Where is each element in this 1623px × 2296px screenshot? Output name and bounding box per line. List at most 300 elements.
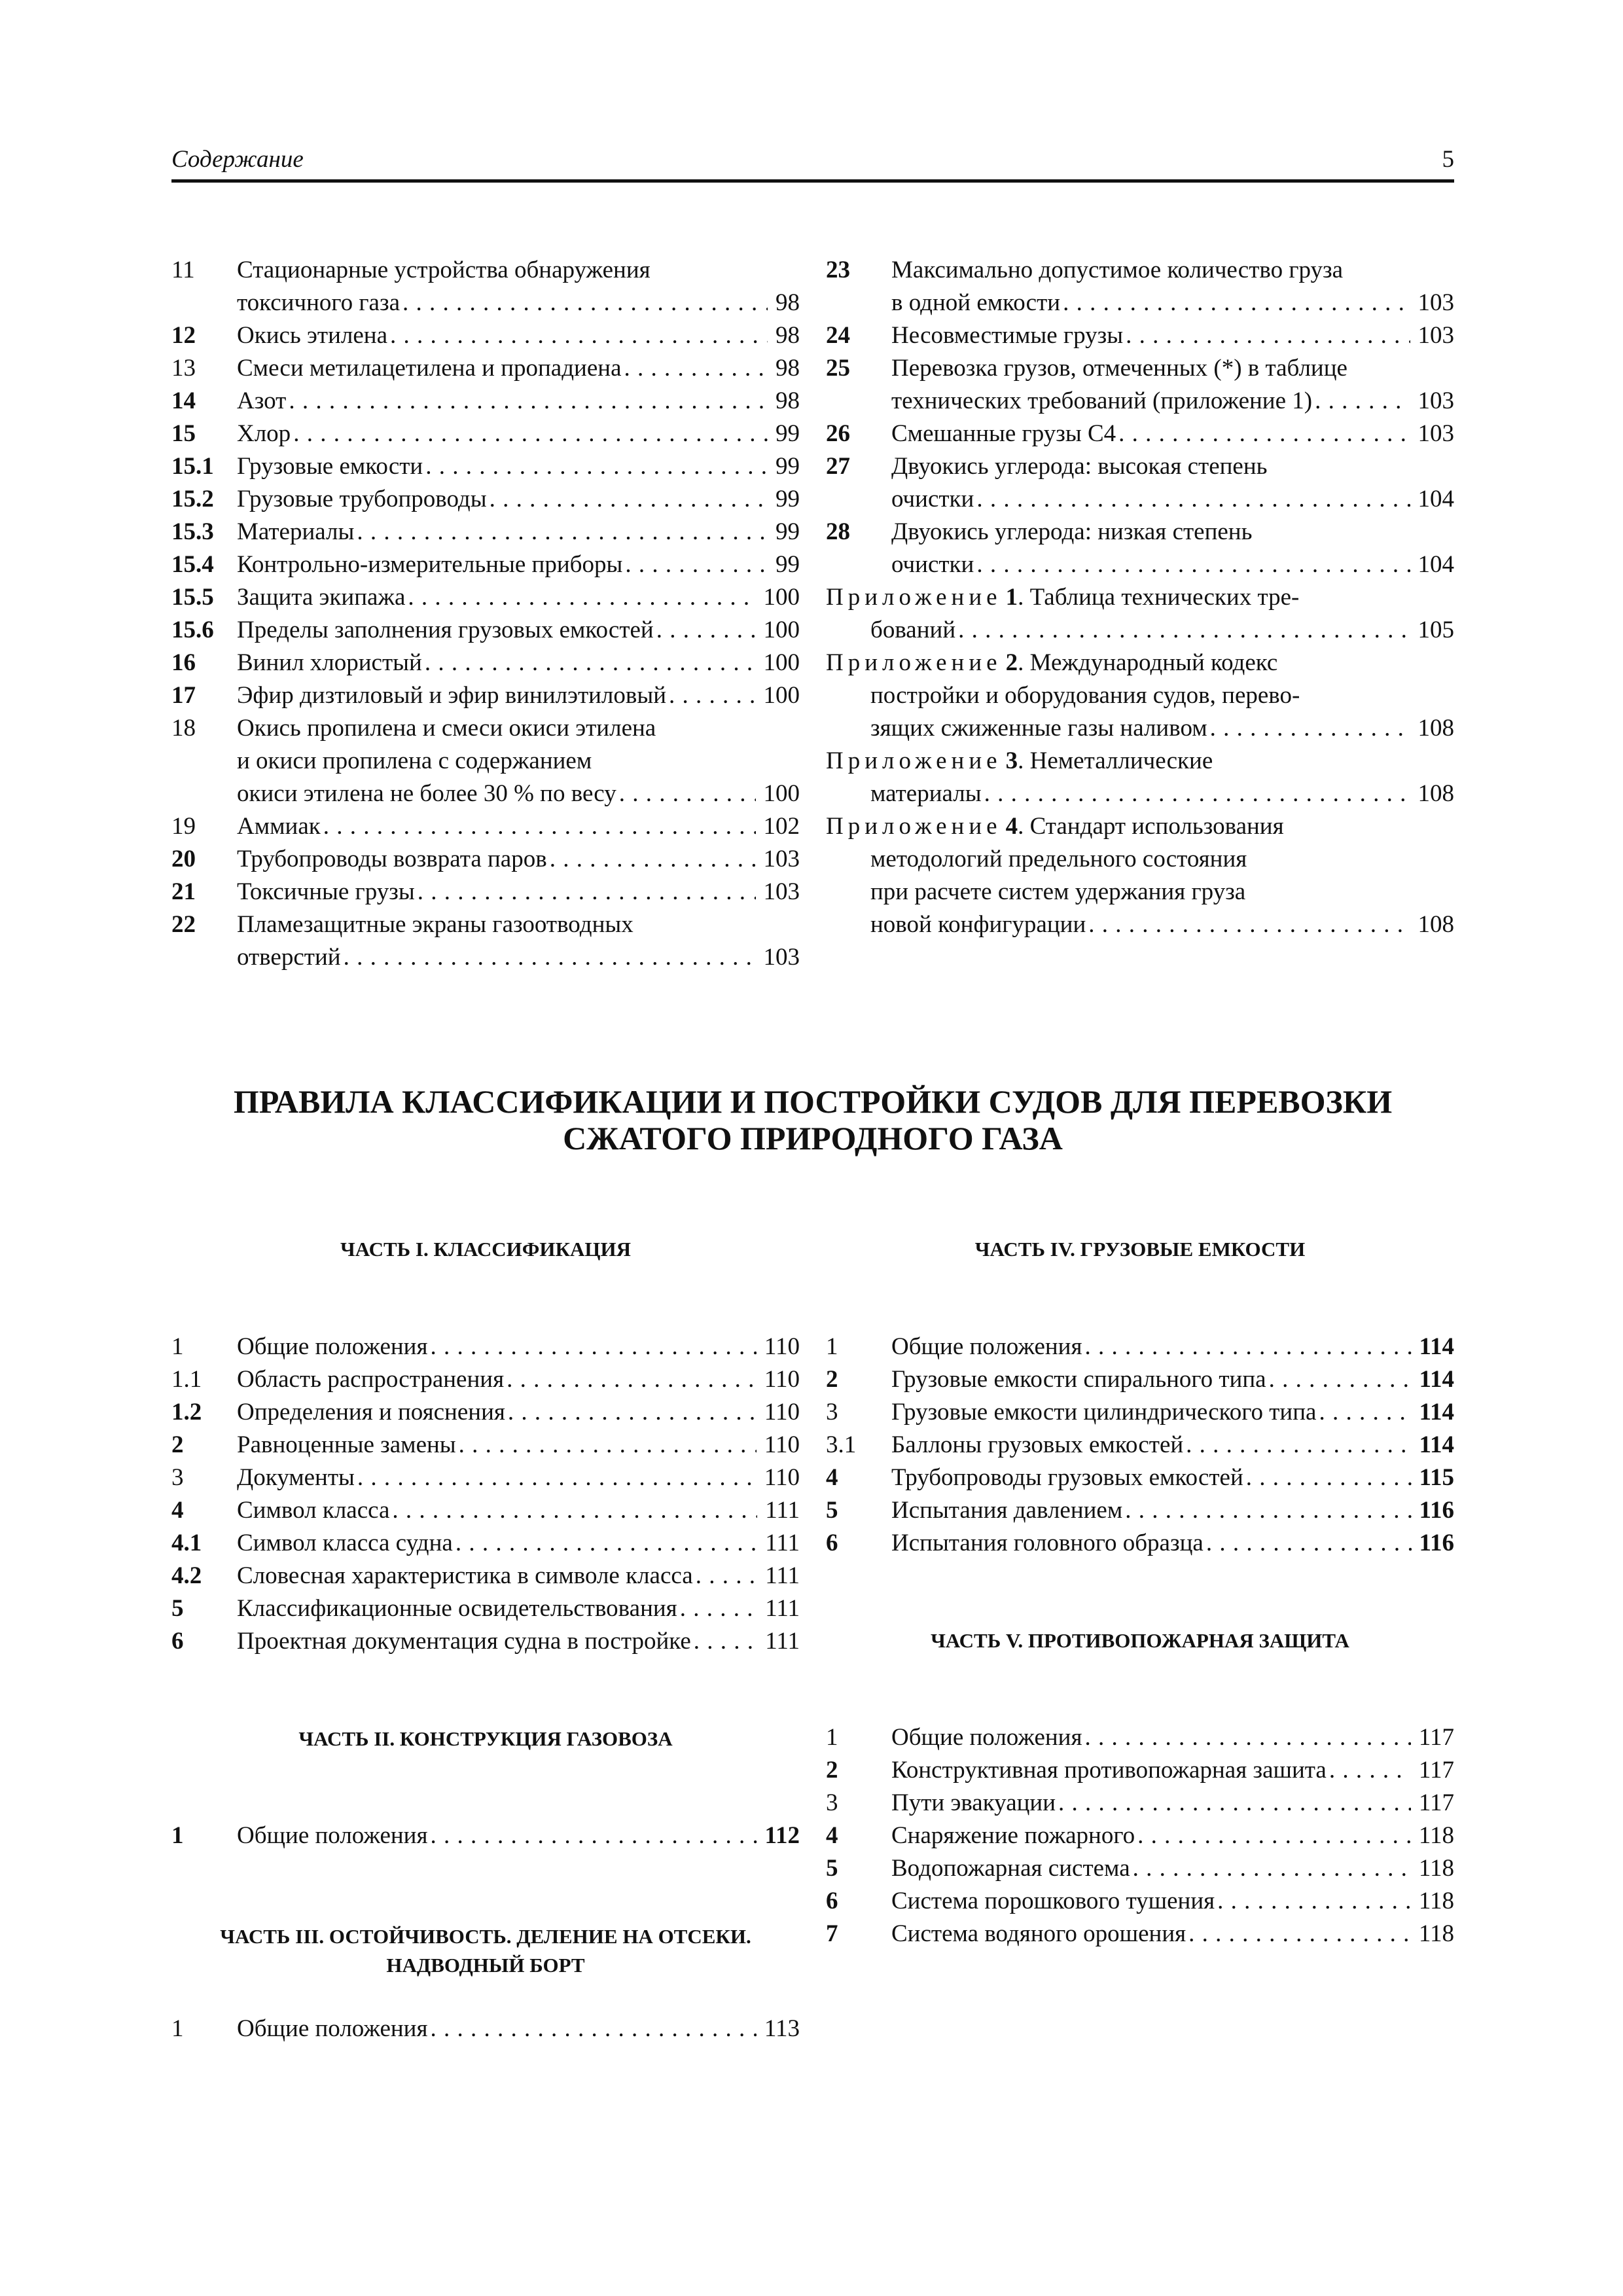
entry-title: Испытания головного образца [891, 1530, 1204, 1556]
entry-number: 11 [171, 257, 195, 283]
entry-page-number: 99 [776, 518, 800, 545]
dot-leader [625, 548, 768, 581]
dot-leader [976, 483, 1410, 516]
running-title: Содержание [171, 146, 304, 173]
entry-title: Контрольно-измерительные приборы [237, 551, 623, 578]
running-header [171, 145, 1454, 182]
entry-number: 7 [826, 1920, 838, 1947]
dot-leader [624, 352, 768, 385]
toc-entry[interactable] [826, 1721, 1454, 1754]
entry-title-line: Стационарные устройства обнаружения [237, 257, 651, 283]
entry-title: Система водяного орошения [891, 1920, 1186, 1947]
toc-entry[interactable] [826, 1852, 1454, 1885]
toc-entry[interactable] [826, 254, 1454, 319]
dot-leader [390, 319, 768, 352]
entry-number: 15.4 [171, 551, 214, 578]
toc-entry[interactable] [171, 614, 800, 647]
toc-entry[interactable] [171, 418, 800, 450]
toc-entry[interactable] [171, 254, 800, 319]
entry-title: Словесная характеристика в символе класса [237, 1562, 693, 1589]
toc-entry[interactable] [171, 712, 800, 810]
entry-number: 2 [171, 1431, 184, 1458]
dot-leader [1188, 1918, 1411, 1950]
entry-number: 6 [171, 1628, 184, 1655]
entry-number: 5 [826, 1855, 838, 1882]
entry-title: Определения и пояснения [237, 1399, 505, 1426]
dot-leader [1210, 712, 1410, 745]
entry-title: Испытания давлением [891, 1497, 1123, 1524]
entry-title-line: Максимально допустимое количество груза [891, 257, 1344, 283]
dot-leader [293, 418, 768, 450]
toc-entry[interactable] [826, 352, 1454, 418]
entry-page-number: 102 [763, 813, 800, 840]
dot-leader [976, 548, 1410, 581]
entry-title-line: Окись пропилена и смеси окиси этилена [237, 715, 656, 742]
entry-number: 12 [171, 322, 196, 349]
entry-title: Документы [237, 1464, 355, 1491]
entry-page-number: 100 [763, 584, 800, 611]
main-title-line-2: СЖАТОГО ПРИРОДНОГО ГАЗА [563, 1120, 1063, 1157]
entry-title: Символ класса судна [237, 1530, 453, 1556]
toc-entry[interactable] [826, 516, 1454, 581]
dot-leader [680, 1592, 758, 1625]
entry-page-number: 100 [763, 780, 800, 807]
entry-number: 6 [826, 1530, 838, 1556]
toc-entry[interactable] [171, 679, 800, 712]
entry-page-number: 103 [1418, 289, 1454, 316]
entry-number: 19 [171, 813, 196, 840]
dot-leader [1084, 1721, 1410, 1754]
toc-entry[interactable] [171, 908, 800, 974]
toc-column-right [826, 254, 1454, 941]
entry-title: Трубопроводы грузовых емкостей [891, 1464, 1243, 1491]
toc-entry[interactable] [826, 1754, 1454, 1787]
entry-page-number: 103 [1418, 322, 1454, 349]
entry-title: Токсичные грузы [237, 878, 415, 905]
entry-title: Трубопроводы возврата паров [237, 846, 547, 872]
appendix-label: Приложение [826, 747, 1002, 774]
entry-title: Общие положения [237, 2015, 428, 2042]
entry-title: Пути эвакуации [891, 1789, 1056, 1816]
entry-page-number: 116 [1419, 1497, 1454, 1524]
header-rule [171, 179, 1454, 183]
part5-title: ЧАСТЬ V. ПРОТИВОПОЖАРНАЯ ЗАЩИТА [931, 1629, 1349, 1652]
entry-title: Классификационные освидетельствования [237, 1595, 677, 1622]
dot-leader [1084, 1331, 1411, 1363]
entry-title: в одной емкости [891, 289, 1061, 316]
toc-entry[interactable] [171, 1625, 800, 1658]
toc-entry[interactable] [826, 1918, 1454, 1950]
entry-number: 25 [826, 355, 850, 382]
entry-number: 27 [826, 453, 850, 480]
entry-title: Окись этилена [237, 322, 388, 349]
entry-page-number: 116 [1419, 1530, 1454, 1556]
dot-leader [289, 385, 768, 418]
entry-title: новой конфигурации [870, 911, 1086, 938]
entry-title: очистки [891, 551, 974, 578]
entry-page-number: 117 [1418, 1757, 1454, 1784]
entry-number: 4.1 [171, 1530, 202, 1556]
entry-title: Баллоны грузовых емкостей [891, 1431, 1184, 1458]
toc-entry[interactable] [171, 1592, 800, 1625]
entry-page-number: 108 [1418, 911, 1454, 938]
entry-page-number: 98 [776, 355, 800, 382]
toc-entry[interactable] [826, 1885, 1454, 1918]
entry-title: окиси этилена не более 30 % по весу [237, 780, 616, 807]
entry-number: 13 [171, 355, 196, 382]
entry-title: Грузовые трубопроводы [237, 486, 487, 512]
entry-page-number: 104 [1418, 486, 1454, 512]
entry-page-number: 117 [1418, 1789, 1454, 1816]
entry-title: Символ класса [237, 1497, 390, 1524]
dot-leader [425, 647, 756, 679]
entry-page-number: 111 [765, 1497, 800, 1524]
entry-title: Система порошкового тушения [891, 1888, 1215, 1914]
part1-title: ЧАСТЬ I. КЛАССИФИКАЦИЯ [340, 1238, 631, 1261]
dot-leader [1133, 1852, 1411, 1885]
appendix-entry[interactable] [826, 581, 1454, 647]
part3-title [171, 1922, 800, 1980]
entry-title: Проектная документация судна в постройке [237, 1628, 691, 1655]
entry-title-line: Двуокись углерода: низкая степень [891, 518, 1253, 545]
toc-entry[interactable] [171, 352, 800, 385]
entry-title: Смеси метилацетилена и пропадиена [237, 355, 622, 382]
entry-page-number: 114 [1419, 1333, 1454, 1360]
toc-entry[interactable] [171, 647, 800, 679]
dot-leader [490, 483, 768, 516]
entry-number: 24 [826, 322, 850, 349]
part5-list [826, 1721, 1454, 1950]
entry-title: Эфир дизтиловый и эфир винилэтиловый [237, 682, 667, 709]
dot-leader [958, 614, 1410, 647]
entry-title: отверстий [237, 944, 341, 971]
entry-title: Винил хлористый [237, 649, 422, 676]
toc-entry[interactable] [826, 1527, 1454, 1560]
toc-entry[interactable] [171, 319, 800, 352]
entry-page-number: 115 [1419, 1464, 1454, 1491]
entry-page-number: 110 [764, 1366, 800, 1393]
toc-entry[interactable] [171, 1396, 800, 1429]
entry-page-number: 103 [1418, 387, 1454, 414]
entry-page-number: 100 [763, 617, 800, 643]
dot-leader [402, 287, 768, 319]
dot-leader [1186, 1429, 1411, 1462]
dot-leader [1126, 319, 1410, 352]
entry-page-number: 100 [763, 682, 800, 709]
dot-leader [984, 778, 1410, 810]
part2-list [171, 1820, 800, 1852]
toc-entry[interactable] [826, 1494, 1454, 1527]
entry-number: 15 [171, 420, 196, 447]
dot-leader [1246, 1462, 1412, 1494]
entry-page-number: 118 [1418, 1822, 1454, 1849]
entry-page-number: 103 [1418, 420, 1454, 447]
entry-title: Грузовые емкости цилиндрического типа [891, 1399, 1317, 1426]
toc-entry[interactable] [171, 1331, 800, 1363]
dot-leader [1206, 1527, 1412, 1560]
dot-leader [1063, 287, 1410, 319]
entry-number: 1 [171, 1333, 184, 1360]
entry-page-number: 108 [1418, 780, 1454, 807]
entry-number: 2 [826, 1757, 838, 1784]
page-number: 5 [1442, 146, 1454, 173]
entry-number: 1 [826, 1724, 838, 1751]
dot-leader [425, 450, 768, 483]
entry-number: 2 [826, 1366, 838, 1393]
part2-title: ЧАСТЬ II. КОНСТРУКЦИЯ ГАЗОВОЗА [298, 1727, 673, 1750]
toc-entry[interactable] [171, 810, 800, 843]
appendix-label: Приложение [826, 584, 1002, 611]
entry-title: технических требований (приложение 1) [891, 387, 1313, 414]
entry-title: Материалы [237, 518, 355, 545]
entry-title: Снаряжение пожарного [891, 1822, 1135, 1849]
entry-number: 26 [826, 420, 850, 447]
entry-title: Хлор [237, 420, 291, 447]
toc-entry[interactable] [171, 548, 800, 581]
part3-list [171, 2013, 800, 2045]
dot-leader [357, 516, 768, 548]
part4-list [826, 1331, 1454, 1560]
part1-list [171, 1331, 800, 1658]
entry-title-line: Двуокись углерода: высокая степень [891, 453, 1268, 480]
dot-leader [1269, 1363, 1412, 1396]
main-title [171, 1083, 1454, 1157]
entry-page-number: 110 [764, 1464, 800, 1491]
entry-page-number: 98 [776, 322, 800, 349]
entry-number: 4.2 [171, 1562, 202, 1589]
toc-entry[interactable] [171, 843, 800, 876]
entry-number: 23 [826, 257, 850, 283]
entry-number: 22 [171, 911, 196, 938]
entry-number: 28 [826, 518, 850, 545]
entry-number: 15.1 [171, 453, 214, 480]
entry-title: очистки [891, 486, 974, 512]
dot-leader [619, 778, 756, 810]
entry-title-line: Перевозка грузов, отмеченных (*) в таблице [891, 355, 1347, 382]
entry-number: 1 [171, 2015, 184, 2042]
entry-title: Общие положения [891, 1724, 1082, 1751]
entry-page-number: 112 [764, 1822, 800, 1849]
dot-leader [1088, 908, 1410, 941]
entry-title: Область распространения [237, 1366, 505, 1393]
entry-title: Пределы заполнения грузовых емкостей [237, 617, 654, 643]
entry-page-number: 118 [1418, 1855, 1454, 1882]
dot-leader [1118, 418, 1410, 450]
toc-entry[interactable] [826, 1396, 1454, 1429]
toc-entry[interactable] [171, 1462, 800, 1494]
entry-page-number: 114 [1419, 1399, 1454, 1426]
appendix-number: 2 [1005, 649, 1018, 676]
appendix-heading: . Таблица технических тре- [1018, 584, 1300, 611]
toc-entry[interactable] [171, 1429, 800, 1462]
dot-leader [696, 1560, 758, 1592]
entry-title: Азот [237, 387, 287, 414]
main-title-line-1: ПРАВИЛА КЛАССИФИКАЦИИ И ПОСТРОЙКИ СУДОВ ДЛЯ ПЕРЕВОЗКИ [233, 1083, 1393, 1120]
entry-page-number: 100 [763, 649, 800, 676]
toc-entry[interactable] [826, 1363, 1454, 1396]
appendix-number: 3 [1005, 747, 1018, 774]
dot-leader [357, 1462, 757, 1494]
appendix-entry[interactable] [826, 745, 1454, 810]
entry-page-number: 110 [764, 1333, 800, 1360]
part3-title-line-1: ЧАСТЬ III. ОСТОЙЧИВОСТЬ. ДЕЛЕНИЕ НА ОТСЕКИ. [220, 1925, 751, 1948]
entry-page-number: 98 [776, 387, 800, 414]
entry-number: 1 [171, 1822, 184, 1849]
dot-leader [508, 1396, 757, 1429]
entry-number: 15.5 [171, 584, 214, 611]
entry-number: 15.2 [171, 486, 214, 512]
dot-leader [430, 1331, 756, 1363]
entry-page-number: 99 [776, 486, 800, 512]
part3-title-line-2: НАДВОДНЫЙ БОРТ [386, 1954, 585, 1977]
dot-leader [1058, 1787, 1411, 1820]
entry-title: Аммиак [237, 813, 321, 840]
entry-page-number: 99 [776, 551, 800, 578]
entry-number: 15.3 [171, 518, 214, 545]
dot-leader [392, 1494, 757, 1527]
toc-entry[interactable] [171, 876, 800, 908]
toc-entry[interactable] [171, 483, 800, 516]
entry-page-number: 99 [776, 420, 800, 447]
appendix-heading: . Стандарт использования [1018, 813, 1284, 840]
entry-title: токсичного газа [237, 289, 401, 316]
dot-leader [507, 1363, 757, 1396]
entry-title-line: и окиси пропилена с содержанием [237, 747, 592, 774]
entry-number: 15.6 [171, 617, 214, 643]
entry-page-number: 108 [1418, 715, 1454, 742]
toc-entry[interactable] [826, 450, 1454, 516]
appendix-label: Приложение [826, 649, 1002, 676]
dot-leader [408, 581, 755, 614]
entry-title-line: Пламезащитные экраны газоотводных [237, 911, 633, 938]
dot-leader [430, 1820, 757, 1852]
dot-leader [1315, 385, 1410, 418]
entry-page-number: 111 [765, 1595, 800, 1622]
entry-number: 1.2 [171, 1399, 202, 1426]
entry-number: 4 [826, 1464, 838, 1491]
entry-title: зящих сжиженные газы наливом [870, 715, 1207, 742]
entry-page-number: 104 [1418, 551, 1454, 578]
dot-leader [656, 614, 756, 647]
entry-page-number: 105 [1418, 617, 1454, 643]
dot-leader [1125, 1494, 1411, 1527]
entry-title: Несовместимые грузы [891, 322, 1124, 349]
toc-entry[interactable] [171, 2013, 800, 2045]
entry-number: 16 [171, 649, 196, 676]
entry-number: 20 [171, 846, 196, 872]
toc-entry[interactable] [171, 1363, 800, 1396]
dot-leader [430, 2013, 756, 2045]
appendix-entry[interactable] [826, 810, 1454, 941]
entry-page-number: 110 [764, 1399, 800, 1426]
entry-title: Общие положения [891, 1333, 1082, 1360]
toc-entry[interactable] [826, 1820, 1454, 1852]
entry-number: 3 [826, 1789, 838, 1816]
toc-entry[interactable] [826, 1429, 1454, 1462]
entry-page-number: 113 [764, 2015, 800, 2042]
toc-entry[interactable] [171, 516, 800, 548]
entry-page-number: 103 [763, 846, 800, 872]
entry-title: материалы [870, 780, 982, 807]
entry-page-number: 98 [776, 289, 800, 316]
toc-entry[interactable] [171, 1820, 800, 1852]
dot-leader [1329, 1754, 1411, 1787]
dot-leader [459, 1429, 757, 1462]
entry-page-number: 118 [1418, 1888, 1454, 1914]
entry-title: Грузовые емкости [237, 453, 423, 480]
appendix-title-line: при расчете систем удержания груза [870, 878, 1246, 905]
entry-number: 3 [826, 1399, 838, 1426]
dot-leader [455, 1527, 757, 1560]
toc-entry[interactable] [826, 319, 1454, 352]
entry-number: 3.1 [826, 1431, 857, 1458]
entry-number: 3 [171, 1464, 184, 1491]
toc-entry[interactable] [826, 418, 1454, 450]
entry-title: Водопожарная система [891, 1855, 1130, 1882]
appendix-label: Приложение [826, 813, 1002, 840]
dot-leader [694, 1625, 757, 1658]
toc-entry[interactable] [826, 1462, 1454, 1494]
entry-page-number: 99 [776, 453, 800, 480]
appendix-heading: . Неметаллические [1018, 747, 1213, 774]
entry-page-number: 110 [764, 1431, 800, 1458]
entry-page-number: 111 [765, 1628, 800, 1655]
appendix-number: 4 [1005, 813, 1018, 840]
entry-page-number: 118 [1418, 1920, 1454, 1947]
entry-number: 21 [171, 878, 196, 905]
dot-leader [418, 876, 756, 908]
entry-page-number: 111 [765, 1530, 800, 1556]
dot-leader [1319, 1396, 1411, 1429]
toc-column-left [171, 254, 800, 974]
entry-title: Грузовые емкости спирального типа [891, 1366, 1266, 1393]
dot-leader [550, 843, 756, 876]
dot-leader [344, 941, 756, 974]
appendix-title-line: методологий предельного состояния [870, 846, 1247, 872]
toc-entry[interactable] [171, 1560, 800, 1592]
entry-number: 5 [171, 1595, 184, 1622]
entry-title: Равноценные замены [237, 1431, 456, 1458]
entry-number: 1 [826, 1333, 838, 1360]
entry-number: 1.1 [171, 1366, 202, 1393]
toc-entry[interactable] [171, 1527, 800, 1560]
entry-page-number: 114 [1419, 1431, 1454, 1458]
entry-title: Смешанные грузы С4 [891, 420, 1116, 447]
entry-page-number: 103 [763, 944, 800, 971]
entry-number: 5 [826, 1497, 838, 1524]
entry-title: Конструктивная противопожарная зашита [891, 1757, 1327, 1784]
toc-entry[interactable] [826, 1787, 1454, 1820]
entry-page-number: 111 [765, 1562, 800, 1589]
toc-entry[interactable] [171, 450, 800, 483]
toc-entry[interactable] [171, 581, 800, 614]
entry-number: 17 [171, 682, 196, 709]
toc-entry[interactable] [171, 1494, 800, 1527]
entry-number: 14 [171, 387, 196, 414]
toc-entry[interactable] [171, 385, 800, 418]
toc-entry[interactable] [826, 1331, 1454, 1363]
entry-page-number: 103 [763, 878, 800, 905]
entry-number: 6 [826, 1888, 838, 1914]
appendix-number: 1 [1005, 584, 1018, 611]
entry-number: 18 [171, 715, 196, 742]
appendix-heading: . Международный кодекс [1018, 649, 1278, 676]
entry-title: Общие положения [237, 1822, 428, 1849]
entry-page-number: 117 [1418, 1724, 1454, 1751]
dot-leader [323, 810, 756, 843]
appendix-entry[interactable] [826, 647, 1454, 745]
entry-title: Общие положения [237, 1333, 428, 1360]
